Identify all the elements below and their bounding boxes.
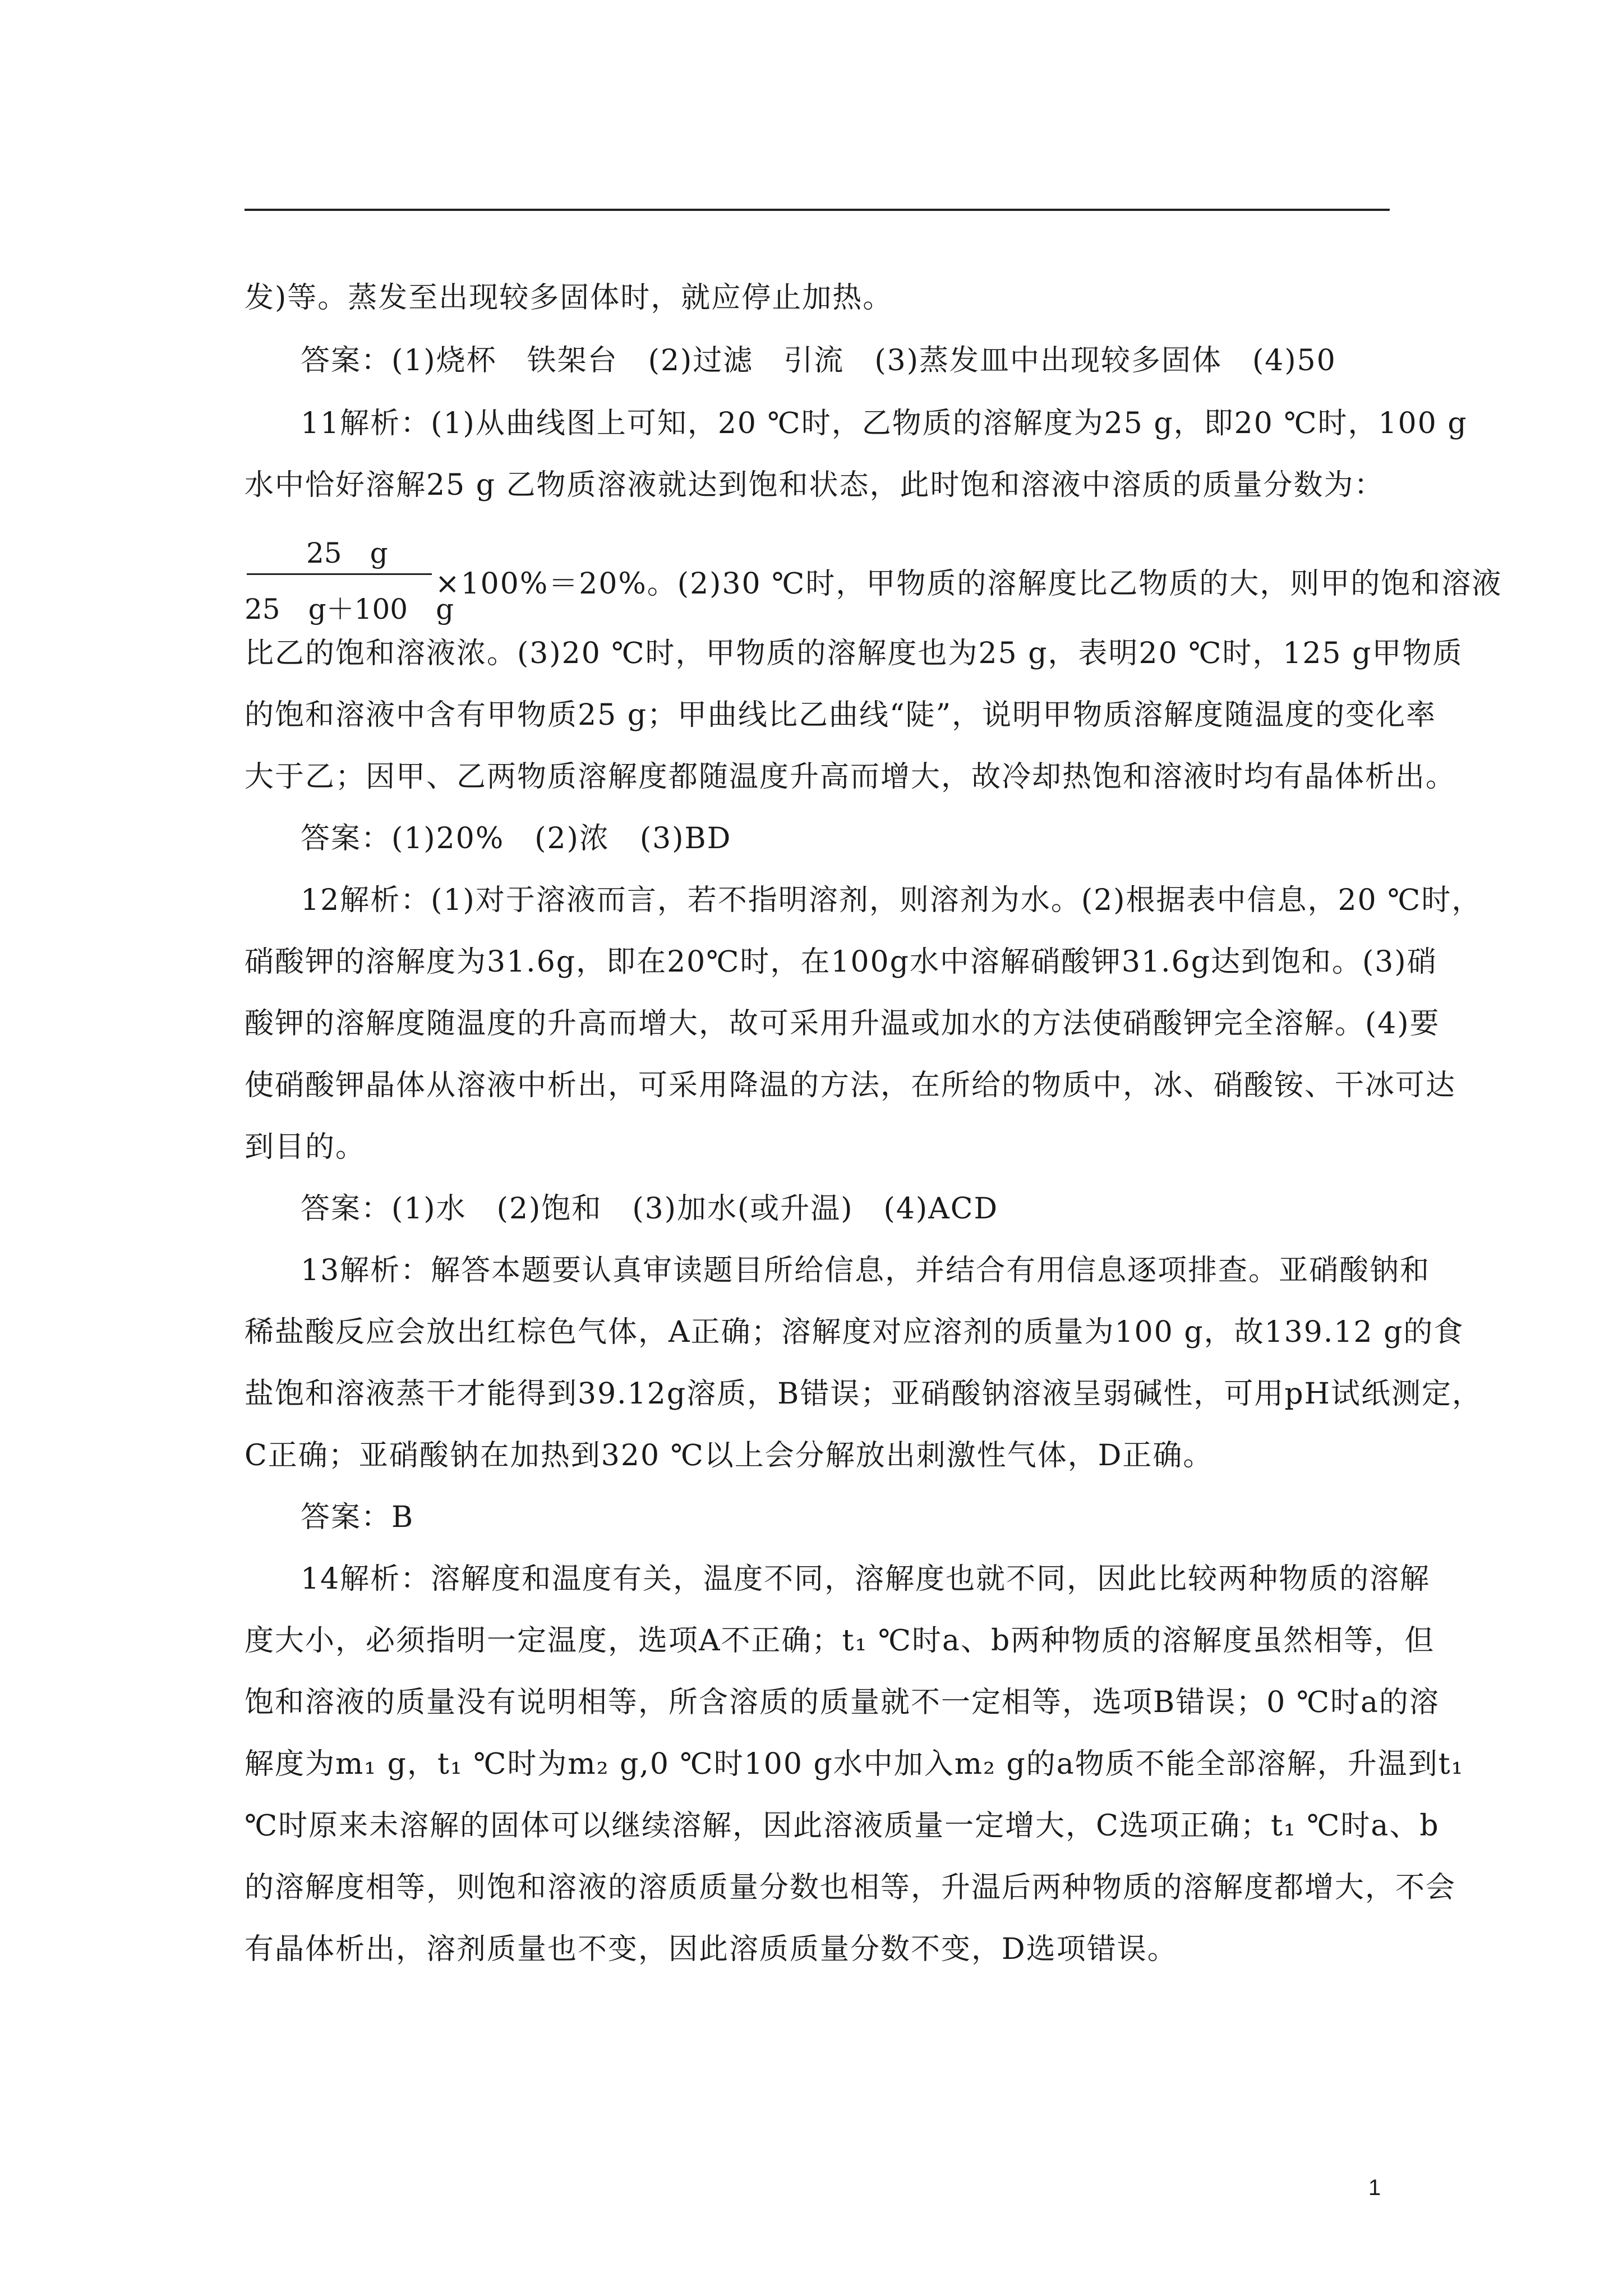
analysis-line: 11解析：(1)从曲线图上可知，20 ℃时，乙物质的溶解度为25 g，即20 ℃时，100 g	[301, 407, 1468, 440]
text-line: 盐饱和溶液蒸干才能得到39.12g溶质，B错误；亚硝酸钠溶液呈弱碱性，可用pH试纸测定，	[245, 1377, 1483, 1411]
text-line: 大于乙；因甲、乙两物质溶解度都随温度升高而增大，故冷却热饱和溶液时均有晶体析出。	[245, 760, 1456, 794]
fraction-bar	[247, 573, 432, 575]
text-line: C正确；亚硝酸钠在加热到320 ℃以上会分解放出刺激性气体，D正确。	[245, 1439, 1214, 1473]
text-line: 发)等。蒸发至出现较多固体时，就应停止加热。	[245, 281, 893, 315]
header-rule	[245, 209, 1390, 211]
text-line: 硝酸钾的溶解度为31.6g，即在20℃时，在100g水中溶解硝酸钾31.6g达到饱和。(3)硝	[245, 945, 1437, 979]
answer-line: 答案：B	[301, 1501, 414, 1534]
text-line: 酸钾的溶解度随温度的升高而增大，故可采用升温或加水的方法使硝酸钾完全溶解。(4)要	[245, 1007, 1440, 1041]
text-line: 稀盐酸反应会放出红棕色气体，A正确；溶解度对应溶剂的质量为100 g，故139.12 g的食	[245, 1315, 1464, 1349]
text-line: ℃时原来未溶解的固体可以继续溶解，因此溶液质量一定增大，C选项正确；t₁ ℃时a、b	[245, 1809, 1440, 1843]
analysis-line: 14解析：溶解度和温度有关，温度不同，溶解度也就不同，因此比较两种物质的溶解	[301, 1562, 1431, 1596]
text-line: 使硝酸钾晶体从溶液中析出，可采用降温的方法，在所给的物质中，冰、硝酸铵、干冰可达	[245, 1069, 1456, 1102]
answer-line: 答案：(1)烧杯 铁架台 (2)过滤 引流 (3)蒸发皿中出现较多固体 (4)50	[301, 344, 1336, 378]
text-line: 水中恰好溶解25 g 乙物质溶液就达到饱和状态，此时饱和溶液中溶质的质量分数为：	[245, 468, 1385, 502]
answer-line: 答案：(1)20% (2)浓 (3)BD	[301, 822, 732, 855]
text-line: 到目的。	[245, 1130, 366, 1164]
answer-line: 答案：(1)水 (2)饱和 (3)加水(或升温) (4)ACD	[301, 1192, 999, 1226]
text-line: ×100%＝20%。(2)30 ℃时，甲物质的溶解度比乙物质的大，则甲的饱和溶液	[435, 567, 1502, 601]
text-line: 饱和溶液的质量没有说明相等，所含溶质的质量就不一定相等，选项B错误；0 ℃时a的溶	[245, 1686, 1440, 1719]
text-line: 的溶解度相等，则饱和溶液的溶质质量分数也相等，升温后两种物质的溶解度都增大，不会	[245, 1871, 1456, 1904]
fraction-numerator: 25 g	[306, 537, 388, 569]
text-line: 解度为m₁ g，t₁ ℃时为m₂ g,0 ℃时100 g水中加入m₂ g的a物质不能全部溶解，升温到t₁	[245, 1747, 1464, 1781]
fraction-denominator: 25 g＋100 g	[245, 593, 454, 625]
page-number: 1	[1368, 2175, 1381, 2200]
text-line: 度大小，必须指明一定温度，选项A不正确；t₁ ℃时a、b两种物质的溶解度虽然相等，但	[245, 1624, 1435, 1658]
text-line: 比乙的饱和溶液浓。(3)20 ℃时，甲物质的溶解度也为25 g，表明20 ℃时，125 g甲物质	[245, 637, 1463, 670]
analysis-line: 13解析：解答本题要认真审读题目所给信息，并结合有用信息逐项排查。亚硝酸钠和	[301, 1254, 1431, 1287]
text-line: 有晶体析出，溶剂质量也不变，因此溶质质量分数不变，D选项错误。	[245, 1932, 1178, 1966]
text-line: 的饱和溶液中含有甲物质25 g；甲曲线比乙曲线“陡”，说明甲物质溶解度随温度的变化率	[245, 698, 1437, 732]
analysis-line: 12解析：(1)对于溶液而言，若不指明溶剂，则溶剂为水。(2)根据表中信息，20 ℃时，	[301, 884, 1482, 917]
